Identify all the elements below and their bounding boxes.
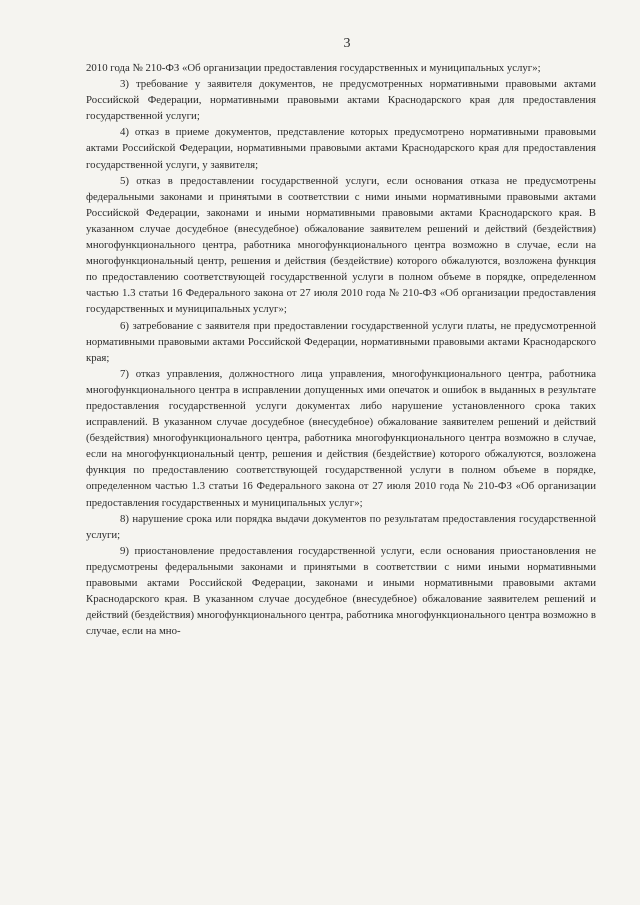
- paragraph-item-8: 8) нарушение срока или порядка выдачи документов по результатам предоставления государственной услуги;: [86, 512, 596, 541]
- page-number: 3: [343, 36, 351, 51]
- paragraph-item-7: 7) отказ управления, должностного лица управления, многофункционального центра, работника многофункционального центра в исправлении допущенных ими опечаток и ошибок в выданных в результате предоставления государственной услуги документах либо нарушение установленного срока таких исправлений. В указанном случае досудебное (внесудебное) обжалование заявителем решений и действий (бездействия) многофункционального центра, работника многофункционального центра возможно в случае, если на многофункциональный центр, решения и действия (бездействие) которого обжалуются, возложена функция по предоставлению соответствующей государственной услуги в полном объеме в порядке, определенном частью 1.3 статьи 16 Федерального закона от 27 июля 2010 года № 210-ФЗ «Об организации предоставления государственных и муниципальных услуг»;: [86, 367, 596, 509]
- paragraph-continuation: 2010 года № 210-ФЗ «Об организации предоставления государственных и муниципальных услуг»;: [86, 62, 541, 74]
- paragraph-item-4: 4) отказ в приеме документов, представление которых предусмотрено нормативными правовыми актами Российской Федерации, нормативными правовыми актами Краснодарского края для предоставления государственной услуги, у заявителя;: [86, 126, 596, 171]
- paragraph-item-5: 5) отказ в предоставлении государственной услуги, если основания отказа не предусмотрены федеральными законами и принятыми в соответствии с ними иными нормативными правовыми актами Российской Федерации, законами и иными нормативными правовыми актами Краснодарского края. В указанном случае досудебное (внесудебное) обжалование заявителем решений и действий (бездействия) многофункционального центра, работника многофункционального центра возможно в случае, если на многофункциональный центр, решения и действия (бездействие) которого обжалуются, возложена функция по предоставлению соответствующей государственной услуги в полном объеме в порядке, определенном частью 1.3 статьи 16 Федерального закона от 27 июля 2010 года № 210-ФЗ «Об организации предоставления государственных и муниципальных услуг»;: [86, 174, 596, 316]
- document-body: [86, 60, 596, 639]
- paragraph-item-6: 6) затребование с заявителя при предоставлении государственной услуги платы, не предусмотренной нормативными правовыми актами Российской Федерации, нормативными правовыми актами Краснодарского края;: [86, 319, 596, 364]
- paragraph-item-3: 3) требование у заявителя документов, не предусмотренных нормативными правовыми актами Российской Федерации, нормативными правовыми актами Краснодарского края для предоставления государственной услуги;: [86, 78, 596, 123]
- paragraph-item-9: 9) приостановление предоставления государственной услуги, если основания приостановления не предусмотрены федеральными законами и принятыми в соответствии с ними иными нормативными правовыми актами Российской Федерации, законами и иными нормативными правовыми актами Краснодарского края. В указанном случае досудебное (внесудебное) обжалование заявителем решений и действий (бездействия) многофункционального центра, работника многофункционального центра возможно в случае, если на мно-: [86, 544, 596, 638]
